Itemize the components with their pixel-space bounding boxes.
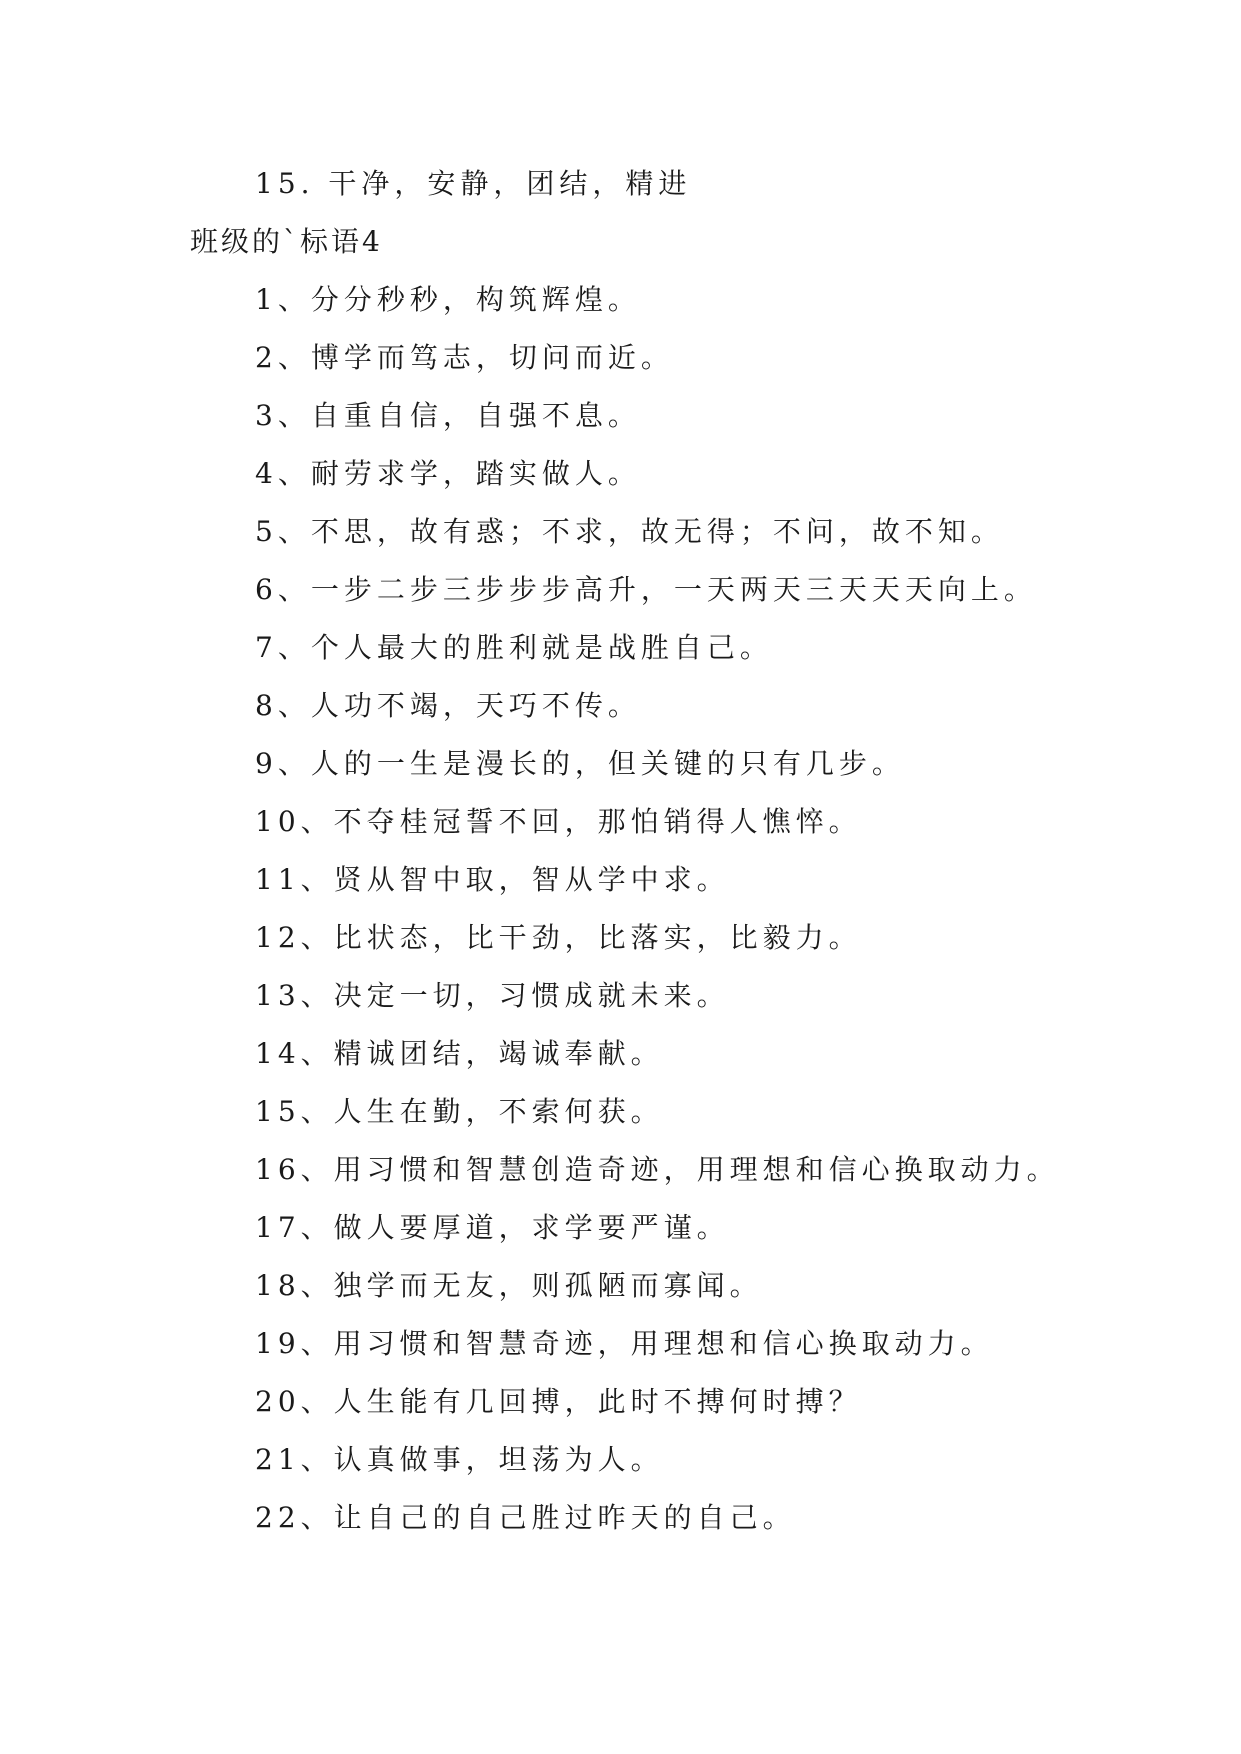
list-item: 2、博学而笃志，切问而近。 xyxy=(255,341,674,374)
list-item: 13、决定一切，习惯成就未来。 xyxy=(255,979,730,1012)
list-item: 22、让自己的自己胜过昨天的自己。 xyxy=(255,1501,796,1534)
list-item: 16、用习惯和智慧创造奇迹，用理想和信心换取动力。 xyxy=(255,1153,1060,1186)
list-item: 19、用习惯和智慧奇迹，用理想和信心换取动力。 xyxy=(255,1327,994,1360)
list-item: 4、耐劳求学，踏实做人。 xyxy=(255,457,641,490)
list-item: 7、个人最大的胜利就是战胜自己。 xyxy=(255,631,773,664)
list-item: 10、不夺桂冠誓不回，那怕销得人憔悴。 xyxy=(255,805,862,838)
list-item: 20、人生能有几回搏，此时不搏何时搏？ xyxy=(255,1385,862,1418)
list-item: 8、人功不竭，天巧不传。 xyxy=(255,689,641,722)
list-item: 1、分分秒秒，构筑辉煌。 xyxy=(255,283,641,316)
list-item: 9、人的一生是漫长的，但关键的只有几步。 xyxy=(255,747,905,780)
list-item: 17、做人要厚道，求学要严谨。 xyxy=(255,1211,730,1244)
list-item: 15. 干净，安静，团结，精进 xyxy=(255,167,692,200)
list-item: 11、贤从智中取，智从学中求。 xyxy=(255,863,730,896)
list-item: 6、一步二步三步步步高升，一天两天三天天天向上。 xyxy=(255,573,1037,606)
list-item: 18、独学而无友，则孤陋而寡闻。 xyxy=(255,1269,763,1302)
section-heading: 班级的`标语4 xyxy=(190,225,383,258)
list-item: 21、认真做事，坦荡为人。 xyxy=(255,1443,664,1476)
list-item: 12、比状态，比干劲，比落实，比毅力。 xyxy=(255,921,862,954)
list-item: 15、人生在勤，不索何获。 xyxy=(255,1095,664,1128)
list-item: 5、不思，故有惑；不求，故无得；不问，故不知。 xyxy=(255,515,1004,548)
list-item: 14、精诚团结，竭诚奉献。 xyxy=(255,1037,664,1070)
list-item: 3、自重自信，自强不息。 xyxy=(255,399,641,432)
